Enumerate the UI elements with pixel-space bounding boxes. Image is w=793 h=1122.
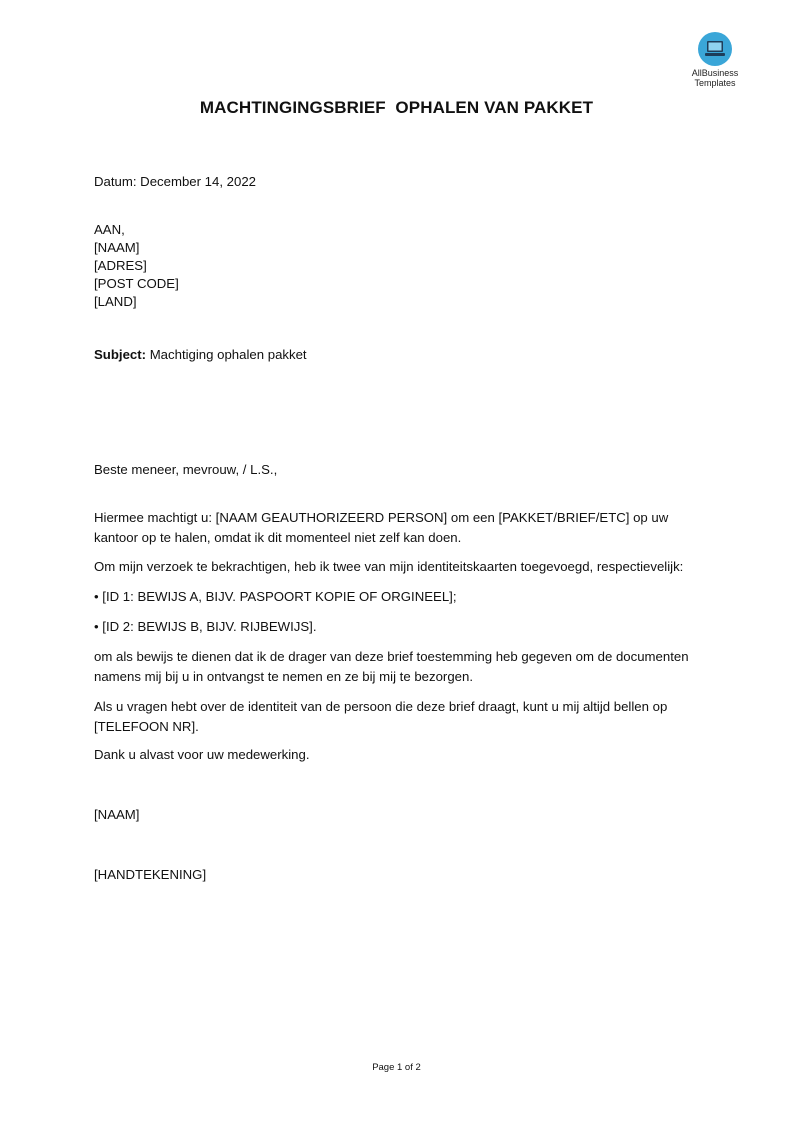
body-paragraph-4: Als u vragen hebt over de identiteit van de persoon die deze brief draagt, kunt u mij altijd bellen op [TELEFOON NR]. <box>94 699 668 734</box>
salutation: Beste meneer, mevrouw, / L.S., <box>94 462 278 477</box>
closing-name: [NAAM] <box>94 807 140 822</box>
allbusiness-logo <box>682 32 748 88</box>
body-paragraph-5: Dank u alvast voor uw medewerking. <box>94 747 310 762</box>
closing-signature: [HANDTEKENING] <box>94 867 207 882</box>
address-to: AAN, <box>94 222 125 237</box>
address-postcode: [POST CODE] <box>94 276 179 291</box>
page-number: Page 1 of 2 <box>372 1062 421 1073</box>
body-paragraph-3: om als bewijs te dienen dat ik de drager van deze brief toestemming heb gegeven om de documenten namens mij bij u in ontvangst te nemen en ze bij mij te bezorgen. <box>94 649 689 684</box>
logo-text-line2: Templates <box>694 78 736 88</box>
body-paragraph-1: Hiermee machtigt u: [NAAM GEAUTHORIZEERD PERSON] om een [PAKKET/BRIEF/ETC] op uw kantoor op te halen, omdat ik dit momenteel niet zelf kan doen. <box>94 510 669 545</box>
id-bullet-2: • [ID 2: BEWIJS B, BIJV. RIJBEWIJS]. <box>94 619 317 634</box>
address-name: [NAAM] <box>94 240 140 255</box>
date-line: Datum: December 14, 2022 <box>94 174 256 189</box>
logo-text-line1: AllBusiness <box>691 68 739 78</box>
recipient-address <box>94 221 179 311</box>
laptop-icon <box>698 32 732 66</box>
id-bullet-1: • [ID 1: BEWIJS A, BIJV. PASPOORT KOPIE OF ORGINEEL]; <box>94 589 457 604</box>
body-paragraph-2: Om mijn verzoek te bekrachtigen, heb ik twee van mijn identiteitskaarten toegevoegd, respectievelijk: <box>94 559 684 574</box>
document-title: MACHTINGINGSBRIEF OPHALEN VAN PAKKET <box>199 98 594 117</box>
address-street: [ADRES] <box>94 258 147 273</box>
address-country: [LAND] <box>94 294 137 309</box>
subject-line <box>94 346 307 364</box>
subject-label: Subject: <box>94 347 147 362</box>
subject-text: Machtiging ophalen pakket <box>146 347 307 362</box>
